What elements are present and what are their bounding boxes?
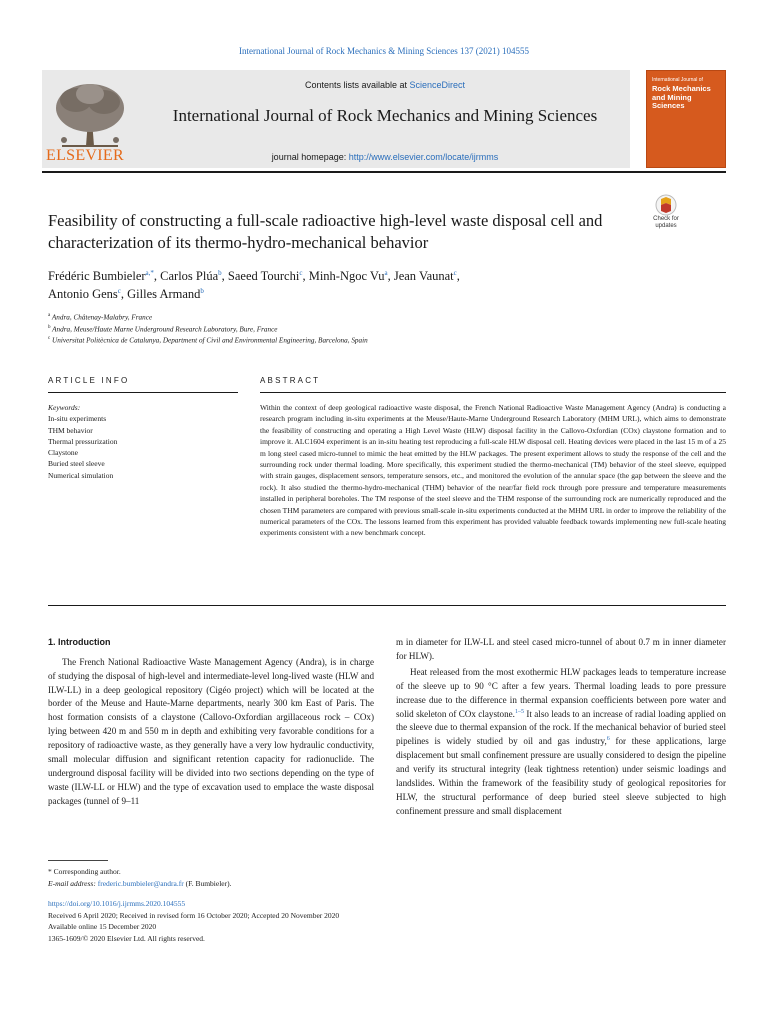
intro-paragraph [396, 666, 726, 819]
reference-link[interactable]: 1–5 [514, 708, 524, 715]
homepage-prefix: journal homepage: [271, 152, 349, 162]
email-suffix: (F. Bumbieler). [183, 879, 232, 888]
keyword-item: Numerical simulation [48, 470, 114, 480]
contents-prefix: Contents lists available at [304, 80, 410, 90]
body-column-left [48, 636, 374, 809]
email-label: E-mail address: [48, 879, 98, 888]
keyword-item: Thermal pressurization [48, 436, 118, 446]
journal-homepage-link[interactable]: http://www.elsevier.com/locate/ijrmms [348, 152, 499, 162]
journal-cover-image[interactable] [646, 70, 726, 168]
author-affil-mark[interactable]: b [218, 268, 222, 277]
journal-citation-link[interactable]: International Journal of Rock Mechanics & Mining Sciences 137 (2021) 104555 [239, 46, 529, 56]
author-affil-mark[interactable]: b [200, 286, 204, 295]
journal-homepage-line [140, 152, 630, 162]
check-updates-icon [655, 194, 677, 216]
corresponding-author-note: * Corresponding author. [48, 867, 121, 876]
paragraph-text: Heat released from the most exothermic HLW packages leads to temperature increase of the sleeve up to 90 °C after a few years. Thermal loading leads to pore pressure increase due to the difference in thermal expansion coefficients between pore water and solid skeleton of COx claystone. [396, 666, 726, 719]
author-name[interactable]: Saeed Tourchi [227, 269, 300, 283]
received-dates: Received 6 April 2020; Received in revised form 16 October 2020; Accepted 20 November 2020 [48, 910, 340, 920]
email-link[interactable]: frederic.bumbieler@andra.fr [97, 879, 184, 888]
introduction-heading: 1. Introduction [48, 637, 111, 647]
author-name[interactable]: Antonio Gens [48, 286, 118, 301]
doi-link[interactable]: https://doi.org/10.1016/j.ijrmms.2020.104555 [48, 899, 186, 908]
badge-line1: Check for [653, 216, 679, 222]
body-column-right [396, 636, 726, 819]
reference-link[interactable]: 6 [606, 736, 610, 743]
affiliation-list [48, 312, 648, 347]
abstract-text: Within the context of deep geological radioactive waste disposal, the French National Radioactive Waste Management Agency (Andra) is conducting a research program including in-situ experiments at the Meuse/Haute-Marne Underground Research Laboratory (MHM URL), which aims to demonstrate the feasibility of constructing and operating a High Level Waste (HLW) disposal facility in the Callovo-Oxfordian (COx) claystone formation and to improve it. ALC1604 experiment is an in-situ heating test reproducing a full-scale HLW disposal cell. Heating devices were placed in the last 15 m of a 25 m long steel cased micro-tunnel to mimic the heat emitted by the HLW packages. The present experiment allows to study the response of the cell and the surrounding rock under thermal loading. More specifically, this experiment studied the thermo-mechanical (TM) behavior of the steel sleeve, equipped with strain gauges, displacement sensors, temperature sensors, etc., and monitored the evolution of the annular space (the gap between the sleeve and the rock). It also studied the thermo-hydro-mechanical (THM) behavior of the near/far field rock through pore pressure and temperature measurements installed in peripheral boreholes. The TM response of the steel sleeve and the THM response of the surrounding rock are numerically reproduced and the chosen THM parameters are compared with previous small-scale in-situ experiments conducted at the MHM URL in order to improve the reliability of the numerical parameters of the COx. The lessons learned from this experiment has provided valuable feedback towards implementing new full-scale heating experiments consistent with a new benchmark concept. [260, 403, 726, 538]
paragraph-text: It also leads to an increase of radial loading applied on the sleeve due to thermal expansion of the rock. If the mechanical behavior of buried steel pipelines is widely studied by oil and gas industry, [396, 708, 726, 747]
affiliation-item [48, 335, 648, 347]
keywords-label: Keywords: [48, 403, 81, 412]
author-name[interactable]: Gilles Armand [127, 286, 201, 301]
author-affil-mark[interactable]: c [453, 268, 457, 277]
author-name[interactable]: Jean Vaunat [393, 269, 454, 283]
author-affil-mark[interactable]: c [117, 286, 121, 295]
author-name[interactable]: Carlos Plúa [160, 269, 219, 283]
paper-title: Feasibility of constructing a full-scale radioactive high-level waste disposal cell and characterization of its thermo-hydro-mechanical behavior [48, 211, 603, 253]
keyword-item: THM behavior [48, 425, 93, 435]
contents-available-line [140, 80, 630, 90]
copyright-notice: 1365-1609/© 2020 Elsevier Ltd. All rights reserved. [48, 933, 205, 943]
article-metadata [48, 898, 548, 945]
intro-paragraph: The French National Radioactive Waste Management Agency (Andra), is in charge of studying the disposal of high-level and intermediate-level long-lived waste (HLW and ILW-LL) in a deep geological repository (Cigéo project) which will be located at the border of the Meuse and Haute-Marne departments, nearly 300 km East of Paris. The host formation consists of a claystone (Callovo-Oxfordian argillaceous rock – COx) lying between 420 m and 550 m in depth and exhibiting very favorable conditions for a repository of radioactive waste, as they generally have a very low hydraulic conductivity, small molecular diffusion and significant retention capacity for radionuclide. The underground disposal facility will be divided into two sections depending on the type of waste (ILW-LL or HLW) and the type of excavation used to emplace the waste disposal packages (tunnel of 9–11 [48, 656, 374, 806]
affiliation-mark: c [48, 336, 51, 342]
available-online: Available online 15 December 2020 [48, 922, 157, 932]
author-name[interactable]: Minh-Ngoc Vu [308, 269, 385, 283]
article-info-rule [48, 392, 238, 393]
affiliation-text: Universitat Politècnica de Catalunya, Department of Civil and Environmental Engineering, Barcelona, Spain [52, 336, 368, 345]
article-info-heading: ARTICLE INFO [48, 376, 130, 385]
abstract-rule-bottom [48, 605, 726, 606]
intro-paragraph-continued: m in diameter for ILW-LL and steel cased micro-tunnel of about 0.7 m in inner diameter for HLW). [396, 637, 726, 661]
elsevier-wordmark: ELSEVIER [46, 147, 124, 164]
footnotes [48, 866, 448, 890]
journal-title: International Journal of Rock Mechanics and Mining Sciences [172, 106, 598, 125]
keywords-block [48, 402, 238, 481]
affiliation-item [48, 312, 648, 324]
abstract-rule-top [260, 392, 726, 393]
keyword-item: In-situ experiments [48, 414, 107, 424]
paragraph-text: for these applications, large displacement but small confinement pressure are usually considered to design the pipeline and verify its structural integrity (leak tightness retention) under seismic loadings and landslides. Within the framework of the feasibility study of geological repositories for HLW, the structural performance of deep buried steel sleeve subjected to high confinement pressure and small displacement [396, 736, 727, 816]
affiliation-text: Andra, Châtenay-Malabry, France [51, 313, 153, 322]
sciencedirect-link[interactable]: ScienceDirect [409, 80, 466, 90]
badge-line2: updates [655, 222, 677, 229]
author-affil-mark[interactable]: c [299, 268, 303, 277]
author-affil-mark[interactable]: a [384, 268, 388, 277]
keyword-item: Buried steel sleeve [48, 459, 105, 469]
cover-title: Rock Mechanics and Mining Sciences [652, 84, 711, 111]
affiliation-item [48, 324, 648, 336]
keyword-item: Claystone [48, 448, 78, 457]
cover-subtitle: International Journal of [652, 77, 703, 83]
author-list: Frédéric Bumbieler$^{a,*}$, Carlos Plúa$^b$, Saeed Tourchi$^c$, Minh-Ngoc Vu$^a$, Jean Vaunat$^c$, Antonio Gens$^c$, Gilles Armand$^b$ [48, 268, 460, 301]
affiliation-text: Andra, Meuse/Haute Marne Underground Research Laboratory, Bure, France [52, 324, 278, 333]
author-name[interactable]: Frédéric Bumbieler [48, 269, 146, 283]
email-footnote [48, 878, 448, 890]
footnote-rule [48, 860, 108, 861]
abstract-heading: ABSTRACT [260, 376, 321, 385]
author-affil-mark[interactable]: a,* [145, 268, 154, 277]
affiliation-mark: a [48, 313, 51, 318]
affiliation-mark: b [48, 324, 51, 330]
header-divider [42, 171, 726, 173]
check-for-updates-button[interactable] [648, 194, 684, 234]
